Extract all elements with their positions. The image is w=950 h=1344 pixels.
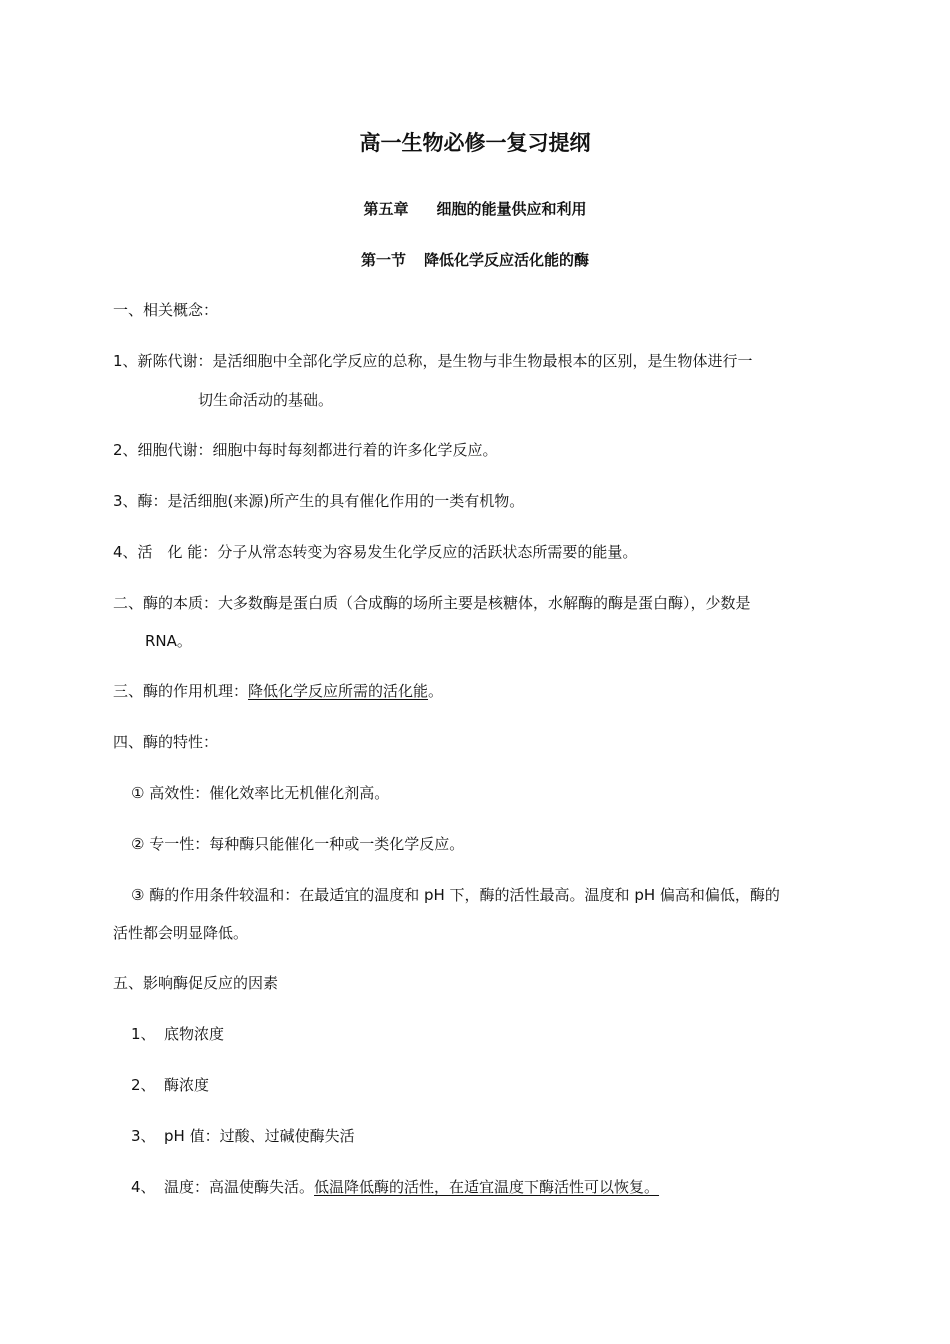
factor-text: 底物浓度: [164, 1025, 225, 1043]
concept-label: 1、新陈代谢：: [113, 352, 213, 370]
concept-label: 2、细胞代谢：: [113, 441, 213, 459]
chapter-name: 细胞的能量供应和利用: [436, 200, 587, 218]
factor-text: 温度：高温使酶失活。: [164, 1178, 315, 1196]
factor-text: pH 值：过酸、过碱使酶失活: [164, 1127, 355, 1145]
part3-heading: 三、酶的作用机理：: [113, 682, 249, 700]
enzyme-property-mild: ③ 酶的作用条件较温和：在最适宜的温度和 pH 下，酶的活性最高。温度和 pH 偏高和偏低，酶的: [131, 886, 780, 904]
factor-temperature: [131, 1177, 659, 1197]
factor-number: 1、: [131, 1025, 156, 1043]
factor-number: 2、: [131, 1076, 156, 1094]
page-title: 高一生物必修一复习提纲: [359, 131, 591, 155]
concept-cell-metabolism: [113, 440, 498, 460]
chapter-heading: [0, 199, 950, 219]
concept-text: 细胞中每时每刻都进行着的许多化学反应。: [212, 441, 498, 459]
enzyme-property-efficiency: ① 高效性：催化效率比无机催化剂高。: [131, 784, 390, 802]
factor-number: 3、: [131, 1127, 156, 1145]
enzyme-mechanism: [113, 681, 443, 701]
factor-ph: [131, 1126, 355, 1146]
section-heading: [0, 250, 950, 270]
concept-metabolism: [113, 351, 753, 371]
part2-text: 大多数酶是蛋白质（合成酶的场所主要是核糖体，水解酶的酶是蛋白酶），少数是: [218, 594, 751, 612]
section-name: 降低化学反应活化能的酶: [424, 251, 590, 269]
factor-text-underlined: 低温降低酶的活性，在适宜温度下酶活性可以恢复。: [314, 1178, 660, 1196]
concept-enzyme: [113, 491, 524, 511]
chapter-number: 第五章: [363, 200, 409, 218]
section-number: 第一节: [360, 251, 406, 269]
part2-heading: 二、酶的本质：: [113, 594, 219, 612]
concept-label: 4、活 化 能：: [113, 543, 218, 561]
part5-heading: 五、影响酶促反应的因素: [113, 974, 279, 992]
factor-substrate: [131, 1024, 224, 1044]
part1-heading: 一、相关概念：: [113, 301, 219, 319]
part4-heading: 四、酶的特性：: [113, 733, 219, 751]
factor-number: 4、: [131, 1178, 156, 1196]
concept-metabolism-cont: 切生命活动的基础。: [198, 391, 334, 409]
part3-end: 。: [428, 682, 444, 700]
concept-text: 是活细胞(来源)所产生的具有催化作用的一类有机物。: [167, 492, 525, 510]
part3-text: 降低化学反应所需的活化能: [248, 682, 429, 700]
concept-activation-energy: [113, 542, 637, 562]
factor-text: 酶浓度: [164, 1076, 210, 1094]
concept-label: 3、酶：: [113, 492, 168, 510]
concept-text: 是活细胞中全部化学反应的总称，是生物与非生物最根本的区别，是生物体进行一: [212, 352, 753, 370]
factor-enzyme-concentration: [131, 1075, 209, 1095]
enzyme-property-mild-cont: 活性都会明显降低。: [113, 924, 249, 942]
enzyme-nature: [113, 593, 751, 613]
concept-text: 分子从常态转变为容易发生化学反应的活跃状态所需要的能量。: [217, 543, 638, 561]
enzyme-property-specificity: ② 专一性：每种酶只能催化一种或一类化学反应。: [131, 835, 465, 853]
enzyme-nature-cont: RNA。: [145, 632, 192, 650]
